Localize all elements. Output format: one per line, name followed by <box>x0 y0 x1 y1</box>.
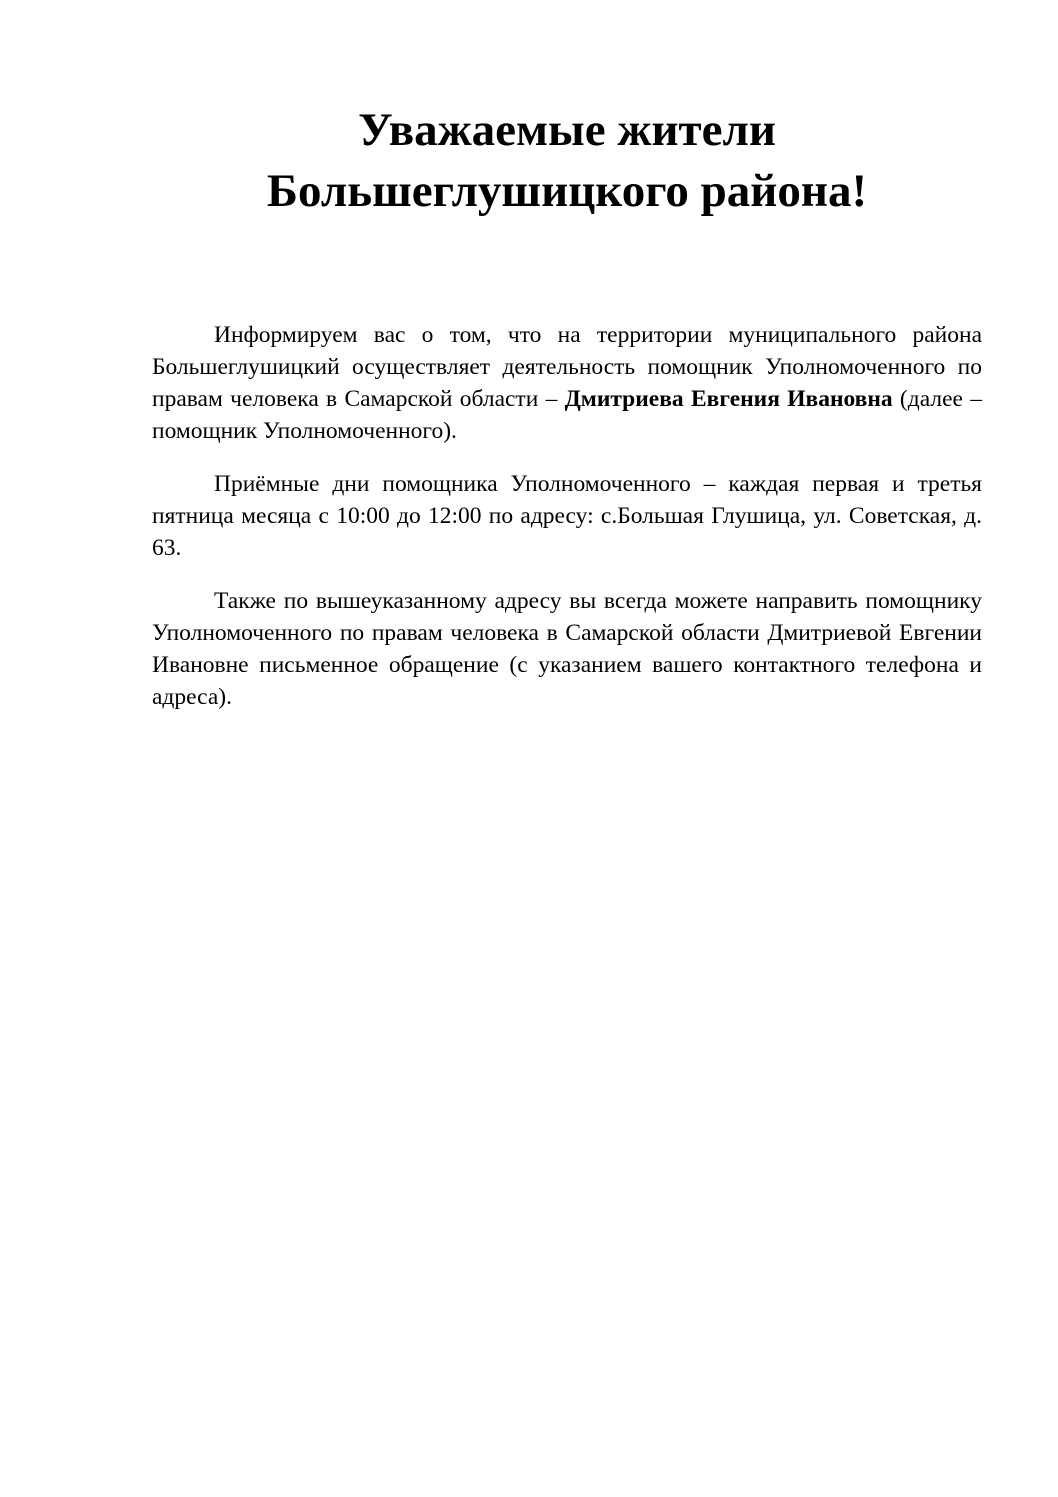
document-body <box>152 319 982 734</box>
title-line-1: Уважаемые жители <box>358 104 776 156</box>
paragraph-written-appeal: Также по вышеуказанному адресу вы всегда можете направить помощнику Уполномоченного по правам человека в Самарской области Дмитриевой Евгении Ивановне письменное обращение (с указанием вашего контактного телефона и адреса). <box>152 588 982 710</box>
assistant-name: Дмитриева Евгения Ивановна <box>564 386 893 412</box>
paragraph-reception-days: Приёмные дни помощника Уполномоченного – каждая первая и третья пятница месяца с 10:00 до 12:00 по адресу: с.Большая Глушица, ул. Советская, д. 63. <box>152 471 982 561</box>
title-line-2: Большеглушицкого района! <box>266 165 868 217</box>
paragraph-assistant-intro-text: Информируем вас о том, что на территории муниципального района Большеглушицкий осуществляет деятельность помощник Уполномоченного по правам человека в Самарской области – <box>152 322 982 412</box>
paragraph-assistant-outro-text: (далее – помощник Уполномоченного). <box>152 386 982 444</box>
paragraph-assistant-info <box>152 319 982 447</box>
page-title <box>152 100 982 222</box>
